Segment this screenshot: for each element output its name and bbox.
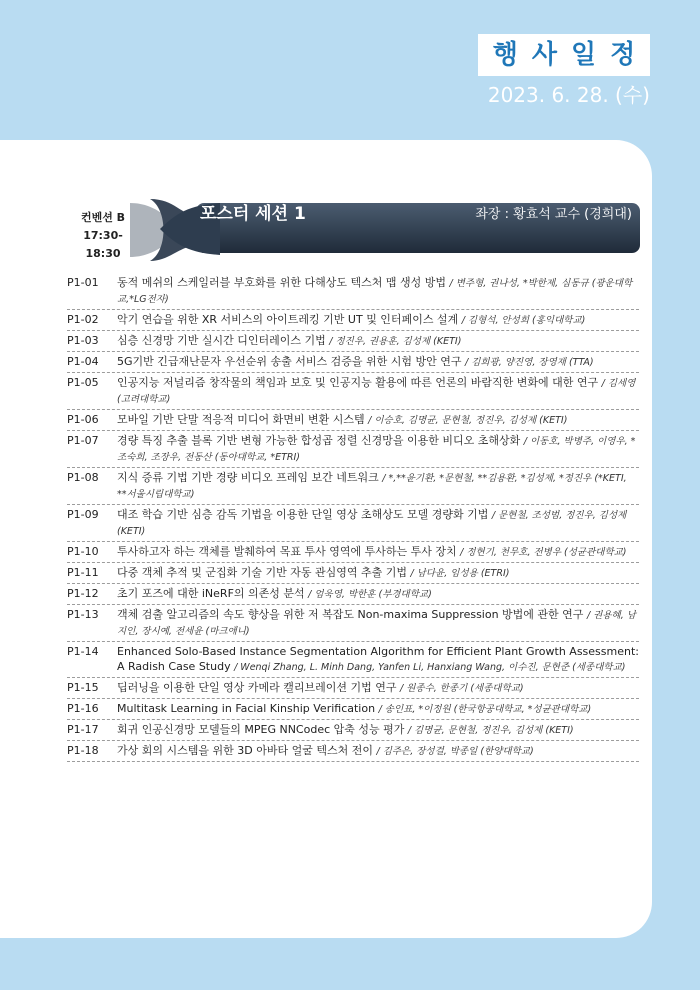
poster-title: 동적 메쉬의 스케일러블 부호화를 위한 다해상도 텍스처 맵 생성 방법 (117, 276, 446, 289)
poster-body (117, 607, 639, 639)
poster-body (117, 644, 639, 675)
poster-title: 가상 회의 시스템을 위한 3D 아바타 얼굴 텍스처 전이 (117, 744, 373, 757)
event-date: 2023. 6. 28. (수) (487, 83, 650, 107)
poster-body (117, 722, 639, 738)
poster-title: 지식 증류 기법 기반 경량 비디오 프레임 보간 네트워크 (117, 471, 379, 484)
poster-authors: / 이동호, 박병주, 이영우, *조숙희, 조장우, 전동산 (동아대학교, *ETRI) (117, 436, 636, 463)
poster-title: 객체 검출 알고리즘의 속도 향상을 위한 저 복잡도 Non-maxima Suppression 방법에 관한 연구 (117, 608, 584, 621)
poster-row (67, 431, 639, 468)
poster-row (67, 505, 639, 542)
poster-body (117, 312, 639, 328)
poster-authors: / 권용혜, 남지인, 장시예, 전세윤 (마크애니) (117, 610, 636, 637)
poster-title: 딥러닝을 이용한 단일 영상 카메라 캘리브레이션 기법 연구 (117, 681, 397, 694)
poster-authors: / 김세영 (고려대학교) (117, 378, 636, 405)
poster-row (67, 373, 639, 410)
poster-authors: / 김명균, 문현철, 정진우, 김성제 (KETI) (407, 725, 574, 736)
poster-body (117, 375, 639, 407)
poster-authors: / 남다윤, 임성용 (ETRI) (410, 568, 510, 579)
poster-code: P1-02 (67, 313, 99, 326)
poster-authors: / 정진우, 권용훈, 김성제 (KETI) (329, 336, 462, 347)
poster-body (117, 433, 639, 465)
poster-authors: / 문현철, 조성범, 정진우, 김성제 (KETI) (117, 510, 627, 537)
poster-row (67, 542, 639, 563)
poster-list (67, 273, 639, 762)
poster-body (117, 275, 639, 307)
poster-authors: / 김형석, 안성희 (홍익대학교) (461, 315, 586, 326)
poster-title: 모바일 기반 단말 적응적 미디어 화면비 변환 시스템 (117, 413, 365, 426)
poster-title: 경량 특징 추출 블록 기반 변형 가능한 합성곱 정렬 신경망을 이용한 비디오 초해상화 (117, 434, 521, 447)
poster-title: 다중 객체 추적 및 군집화 기술 기반 자동 관심영역 추출 기법 (117, 566, 407, 579)
poster-row (67, 720, 639, 741)
room-label: 컨벤션 B (80, 211, 126, 224)
poster-authors: / 김희광, 양진영, 장영재 (TTA) (465, 357, 594, 368)
poster-code: P1-15 (67, 681, 99, 694)
session-chair: 좌장 : 황효석 교수 (경희대) (475, 207, 632, 222)
poster-code: P1-03 (67, 334, 99, 347)
poster-code: P1-13 (67, 608, 99, 621)
poster-authors: / 김주은, 장성걸, 박종일 (한양대학교) (376, 746, 534, 757)
poster-code: P1-05 (67, 376, 99, 389)
poster-body (117, 743, 639, 759)
poster-title: 초기 포즈에 대한 iNeRF의 의존성 분석 (117, 587, 305, 600)
poster-row (67, 310, 639, 331)
poster-row (67, 642, 639, 678)
poster-title: 투사하고자 하는 객체를 발췌하여 목표 투사 영역에 투사하는 투사 장치 (117, 545, 457, 558)
poster-authors: / 이승호, 김명균, 문현철, 정진우, 김성제 (KETI) (368, 415, 568, 426)
poster-body (117, 701, 639, 717)
poster-code: P1-07 (67, 434, 99, 447)
poster-body (117, 470, 639, 502)
poster-title: 악기 연습을 위한 XR 서비스의 아이트레킹 기반 UT 및 인터페이스 설계 (117, 313, 459, 326)
poster-body (117, 354, 639, 370)
poster-code: P1-09 (67, 508, 99, 521)
poster-code: P1-10 (67, 545, 99, 558)
poster-row (67, 352, 639, 373)
poster-authors: / *,**윤기환, *문현철, **김용환, *김성제, *정진우 (*KETI, **서울시립대학교) (117, 473, 627, 500)
poster-body (117, 333, 639, 349)
poster-row (67, 741, 639, 762)
poster-authors: / Wenqi Zhang, L. Minh Dang, Yanfen Li, Hanxiang Wang, 이수진, 문현준 (세종대학교) (234, 662, 626, 673)
poster-authors: / 정현기, 천무호, 전병우 (성균관대학교) (460, 547, 627, 558)
poster-code: P1-18 (67, 744, 99, 757)
poster-code: P1-16 (67, 702, 99, 715)
poster-code: P1-12 (67, 587, 99, 600)
poster-body (117, 586, 639, 602)
poster-title: 심층 신경망 기반 실시간 디인터레이스 기법 (117, 334, 326, 347)
poster-row (67, 584, 639, 605)
poster-row (67, 699, 639, 720)
poster-row (67, 563, 639, 584)
poster-body (117, 507, 639, 539)
poster-title: 5G기반 긴급재난문자 우선순위 송출 서비스 검증을 위한 시험 방안 연구 (117, 355, 462, 368)
poster-title: 인공지능 저널리즘 창작물의 책임과 보호 및 인공지능 활용에 따른 언론의 바람직한 변화에 대한 연구 (117, 376, 599, 389)
poster-body (117, 544, 639, 560)
poster-title: Multitask Learning in Facial Kinship Verification (117, 702, 376, 715)
poster-body (117, 565, 639, 581)
poster-body (117, 412, 639, 428)
poster-authors: / 변주형, 권나성, *박한제, 심동규 (광운대학교,*LG전자) (117, 278, 633, 305)
poster-authors: / 엄욱영, 박한훈 (부경대학교) (308, 589, 432, 600)
session-title: 포스터 세션 1 (200, 204, 306, 224)
session-room (68, 209, 138, 263)
session-time: 17:30-18:30 (83, 229, 123, 260)
poster-authors: / 원종수, 한종기 (세종대학교) (400, 683, 524, 694)
poster-code: P1-06 (67, 413, 99, 426)
poster-code: P1-01 (67, 276, 99, 289)
poster-code: P1-11 (67, 566, 99, 579)
poster-title: 회귀 인공신경망 모델들의 MPEG NNCodec 압축 성능 평가 (117, 723, 405, 736)
page-title: 행사일정 (478, 34, 650, 76)
poster-title: Enhanced Solo-Based Instance Segmentation Algorithm for Efficient Plant Growth Assessment: A Radish Case Study (117, 645, 639, 673)
poster-row (67, 678, 639, 699)
poster-title: 대조 학습 기반 심층 감독 기법을 이용한 단일 영상 초해상도 모델 경량화 기법 (117, 508, 489, 521)
poster-row (67, 605, 639, 642)
poster-authors: / 송인표, *이정원 (한국항공대학교, *성균관대학교) (378, 704, 592, 715)
poster-code: P1-17 (67, 723, 99, 736)
poster-code: P1-04 (67, 355, 99, 368)
poster-row (67, 468, 639, 505)
poster-row (67, 410, 639, 431)
poster-row (67, 331, 639, 352)
poster-code: P1-14 (67, 645, 99, 658)
poster-code: P1-08 (67, 471, 99, 484)
poster-body (117, 680, 639, 696)
poster-row (67, 273, 639, 310)
